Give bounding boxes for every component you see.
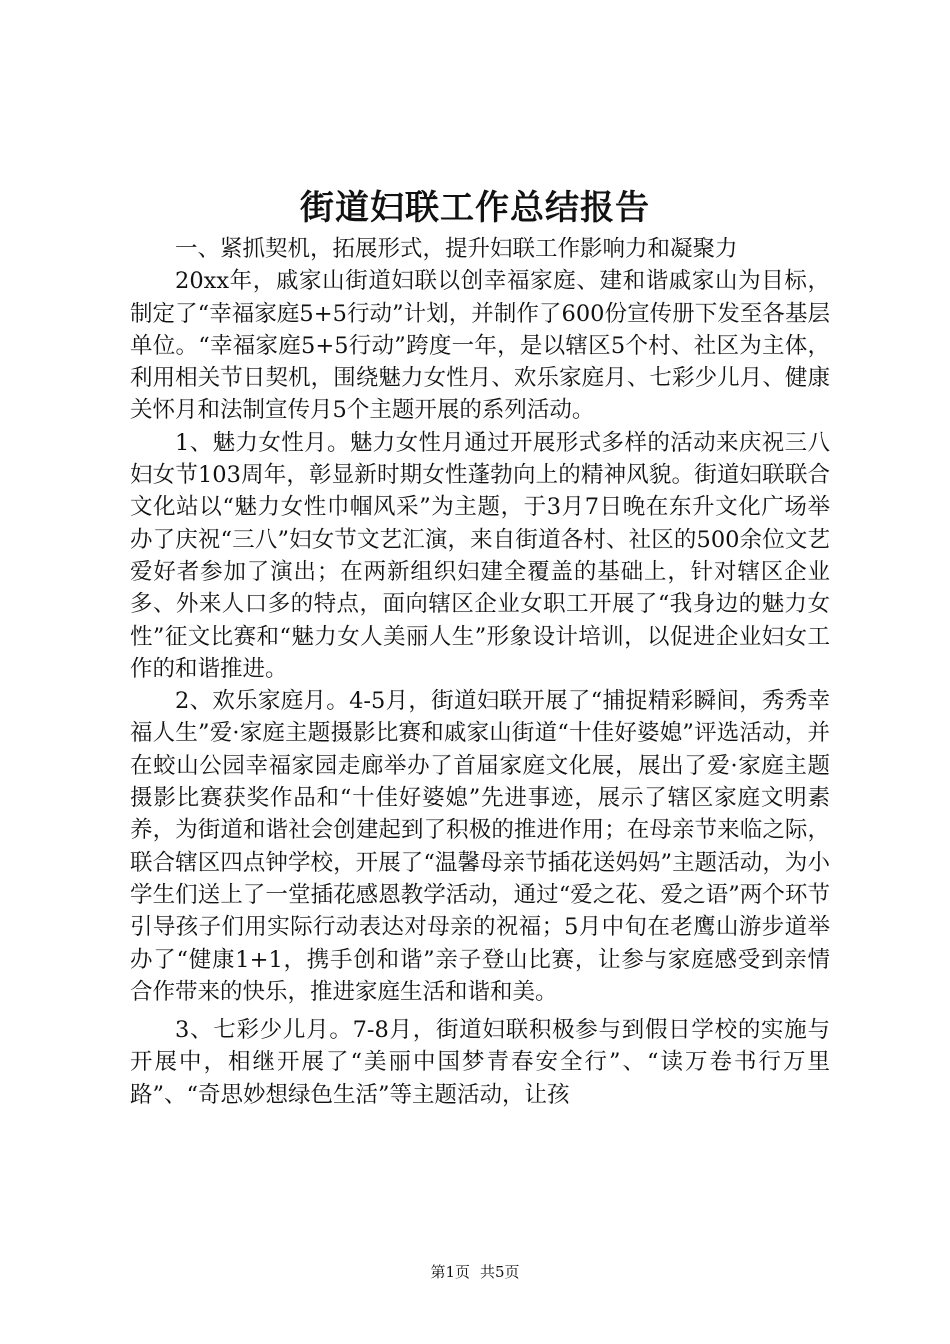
page-number: 第1页: [430, 1263, 470, 1281]
section-heading: 一、紧抓契机，拓展形式，提升妇联工作影响力和凝聚力: [175, 236, 738, 262]
document-title: 街道妇联工作总结报告: [300, 188, 650, 228]
paragraph-colorful-children-month: 3、七彩少儿月。7-8月，街道妇联积极参与到假日学校的实施与开展中，相继开展了“美丽中国梦青春安全行”、“读万卷书行万里路”、“奇思妙想绿色生活”等主题活动，让孩: [130, 1017, 830, 1108]
page-footer: [0, 1262, 950, 1282]
paragraph-happy-family-month: 2、欢乐家庭月。4-5月，街道妇联开展了“捕捉精彩瞬间，秀秀幸福人生”爱·家庭主题摄影比赛和戚家山街道“十佳好婆媳”评选活动，并在蛟山公园幸福家园走廊举办了首届家庭文化展，展出了爱·家庭主题摄影比赛获奖作品和“十佳好婆媳”先进事迹，展示了辖区家庭文明素养，为街道和谐社会创建起到了积极的推进作用；在母亲节来临之际，联合辖区四点钟学校，开展了“温馨母亲节插花送妈妈”主题活动，为小学生们送上了一堂插花感恩教学活动，通过“爱之花、爱之语”两个环节引导孩子们用实际行动表达对母亲的祝福；5月中旬在老鹰山游步道举办了“健康1+1，携手创和谐”亲子登山比赛，让参与家庭感受到亲情合作带来的快乐，推进家庭生活和谐和美。: [130, 688, 830, 1005]
paragraph-charm-women-month: 1、魅力女性月。魅力女性月通过开展形式多样的活动来庆祝三八妇女节103周年，彰显新时期女性蓬勃向上的精神风貌。街道妇联联合文化站以“魅力女性巾帼风采”为主题，于3月7日晚在东升文化广场举办了庆祝“三八”妇女节文艺汇演，来自街道各村、社区的500余位文艺爱好者参加了演出；在两新组织妇建全覆盖的基础上，针对辖区企业多、外来人口多的特点，面向辖区企业女职工开展了“我身边的魅力女性”征文比赛和“魅力女人美丽人生”形象设计培训，以促进企业妇女工作的和谐推进。: [130, 429, 830, 682]
document-body: [130, 233, 830, 1111]
page-total: 共5页: [480, 1263, 520, 1281]
paragraph-intro: 20xx年，戚家山街道妇联以创幸福家庭、建和谐戚家山为目标，制定了“幸福家庭5+5行动”计划，并制作了600份宣传册下发至各基层单位。“幸福家庭5+5行动”跨度一年，是以辖区5个村、社区为主体，利用相关节日契机，围绕魅力女性月、欢乐家庭月、七彩少儿月、健康关怀月和法制宣传月5个主题开展的系列活动。: [130, 268, 830, 424]
